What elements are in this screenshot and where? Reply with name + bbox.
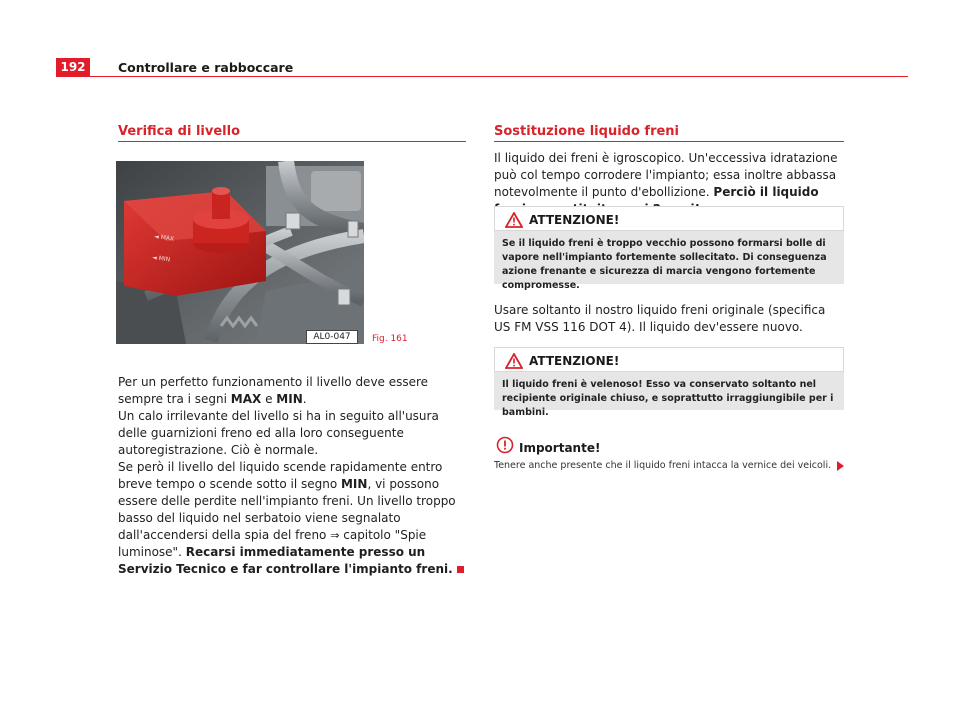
warning-title: ATTENZIONE! bbox=[529, 213, 620, 227]
svg-text:◄ MIN: ◄ MIN bbox=[151, 254, 171, 264]
section-title-fluid-replacement: Sostituzione liquido freni bbox=[494, 124, 680, 139]
section-rule-left bbox=[118, 141, 466, 142]
warning-header bbox=[494, 347, 844, 372]
warning-text: Se il liquido freni è troppo vecchio possono formarsi bolle di vapore nell'impianto fortemente sollecitato. Di conseguenza azione frenante e sicurezza di marcia vengono fortemente compromesse. bbox=[502, 238, 827, 291]
important-text: Tenere anche presente che il liquido freni intacca la vernice dei veicoli. bbox=[494, 460, 832, 471]
figure-caption: Fig. 161 bbox=[372, 334, 408, 344]
warning-box-vapor bbox=[494, 206, 844, 291]
paragraph-hygroscopic: Il liquido dei freni è igroscopico. Un'eccessiva idratazione può col tempo corrodere l'impianto; essa inoltre abbassa notevolmente il punto d'ebollizione. Perciò il liquido bbox=[494, 151, 838, 199]
page-number: 192 bbox=[56, 58, 90, 77]
warning-text: Il liquido freni è velenoso! Esso va conservato soltanto nel recipiente originale chiuso, e soprattutto irraggiungibile per i bambini. bbox=[502, 379, 834, 418]
section-rule-right bbox=[494, 141, 844, 142]
figure-illustration bbox=[116, 161, 364, 344]
header-rule bbox=[56, 76, 908, 77]
figure-code: AL0-047 bbox=[306, 330, 358, 344]
paragraph-level-range: Per un perfetto funzionamento il livello deve essere sempre tra i segni MAX e MIN. bbox=[118, 375, 429, 406]
double-arrow-icon: ⇒ bbox=[330, 529, 340, 542]
important-title: Importante! bbox=[519, 441, 601, 455]
next-page-arrow-icon bbox=[837, 461, 844, 471]
warning-header bbox=[494, 206, 844, 231]
paragraph-original-fluid: Usare soltanto il nostro liquido freni originale (specifica US FM VSS 116 DOT 4). Il liquido dev'essere nuovo. bbox=[494, 303, 826, 334]
warning-triangle-icon bbox=[505, 353, 523, 369]
paragraph-rapid-drop: Se però il livello del liquido scende rapidamente entro breve tempo o scende sotto il segno MIN, vi possono essere delle perdite nell'impianto freni. Un livello troppo basso del liquido nel serbatoio viene segnalato dall'accendersi della spia del freno ⇒ capitolo "Spie luminose". Recarsi immediatamente presso un Servizio Tecnico e far controllare l'impianto freni. bbox=[118, 459, 470, 578]
paragraph-minor-drop: Un calo irrilevante del livello si ha in seguito all'usura delle guarnizioni freno ed alla loro conseguente autoregistrazione. Ciò è normale. bbox=[118, 409, 439, 457]
svg-text:◄ MAX: ◄ MAX bbox=[153, 233, 175, 243]
header-title: Controllare e rabboccare bbox=[118, 60, 294, 75]
warning-title: ATTENZIONE! bbox=[529, 354, 620, 368]
warning-triangle-icon bbox=[505, 212, 523, 228]
section-end-mark bbox=[457, 566, 464, 573]
section-title-level-check: Verifica di livello bbox=[118, 124, 241, 139]
exclamation-circle-icon bbox=[496, 436, 514, 454]
warning-box-poison bbox=[494, 347, 844, 418]
brake-fluid-reservoir-figure bbox=[116, 161, 364, 344]
